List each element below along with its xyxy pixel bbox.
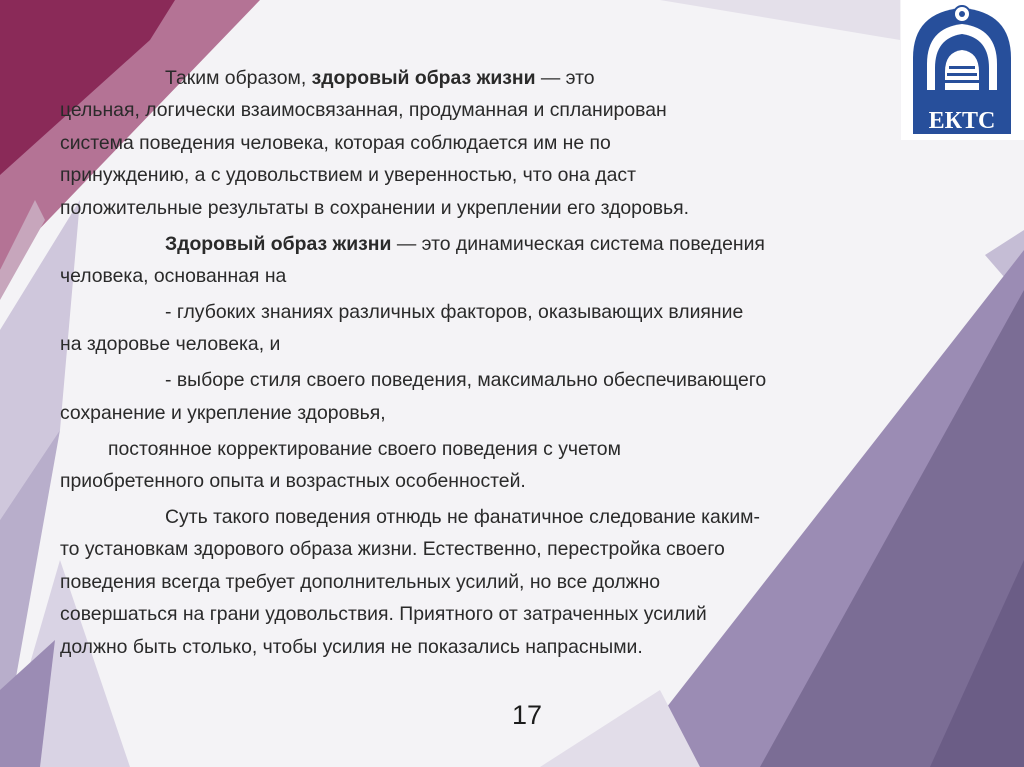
paragraph bbox=[60, 433, 965, 498]
text-segment: - глубоких знаниях различных факторов, оказывающих влияние bbox=[165, 300, 744, 323]
text-line bbox=[60, 159, 965, 191]
slide-body-text bbox=[60, 62, 965, 667]
text-line bbox=[60, 397, 965, 429]
text-segment: на здоровье человека, и bbox=[60, 333, 281, 356]
text-line bbox=[60, 465, 965, 497]
paragraph bbox=[60, 296, 965, 361]
paragraph bbox=[60, 228, 965, 293]
text-segment: принуждению, а с удовольствием и уверенностью, что она даст bbox=[60, 164, 636, 187]
text-segment: должно быть столько, чтобы усилия не показались напрасными. bbox=[60, 635, 643, 658]
text-line bbox=[60, 533, 965, 565]
text-segment: поведения всегда требует дополнительных усилий, но все должно bbox=[60, 570, 661, 593]
text-segment: Таким образом, bbox=[165, 67, 312, 89]
text-segment: сохранение и укрепление здоровья, bbox=[60, 401, 386, 424]
paragraph bbox=[60, 364, 965, 429]
page-number: 17 bbox=[512, 700, 543, 730]
text-segment: - выборе стиля своего поведения, максимально обеспечивающего bbox=[165, 369, 767, 392]
paragraph bbox=[60, 62, 965, 224]
text-line bbox=[60, 364, 965, 396]
text-segment: совершаться на грани удовольствия. Приятного от затраченных усилий bbox=[60, 603, 707, 626]
text-line bbox=[60, 192, 965, 224]
text-line bbox=[60, 631, 965, 663]
text-line bbox=[60, 228, 965, 260]
text-line bbox=[60, 328, 965, 360]
text-line bbox=[60, 598, 965, 630]
text-line bbox=[60, 296, 965, 328]
text-segment: — это bbox=[535, 67, 595, 89]
text-segment: система поведения человека, которая соблюдается им не по bbox=[60, 131, 611, 154]
text-segment: положительные результаты в сохранении и укреплении его здоровья. bbox=[60, 196, 690, 219]
text-segment: — это динамическая система поведения bbox=[391, 232, 765, 255]
bold-term: Здоровый образ жизни bbox=[165, 232, 392, 255]
bold-term: здоровый образ жизни bbox=[311, 67, 536, 89]
text-segment: цельная, логически взаимосвязанная, продуманная и спланирован bbox=[60, 99, 667, 122]
text-segment: приобретенного опыта и возрастных особенностей. bbox=[60, 470, 526, 493]
text-line bbox=[60, 127, 965, 159]
text-line bbox=[60, 433, 965, 465]
text-line bbox=[60, 501, 965, 533]
text-segment: Суть такого поведения отнюдь не фанатичное следование каким- bbox=[165, 506, 760, 529]
paragraph bbox=[60, 501, 965, 663]
text-line bbox=[60, 566, 965, 598]
text-segment: то установкам здорового образа жизни. Естественно, перестройка своего bbox=[60, 538, 725, 561]
text-line bbox=[60, 62, 965, 94]
text-line bbox=[60, 260, 965, 292]
text-segment: человека, основанная на bbox=[60, 264, 287, 287]
text-line bbox=[60, 94, 965, 126]
logo-text: ЕКТС bbox=[928, 108, 996, 134]
text-segment: постоянное корректирование своего поведения с учетом bbox=[108, 437, 621, 460]
